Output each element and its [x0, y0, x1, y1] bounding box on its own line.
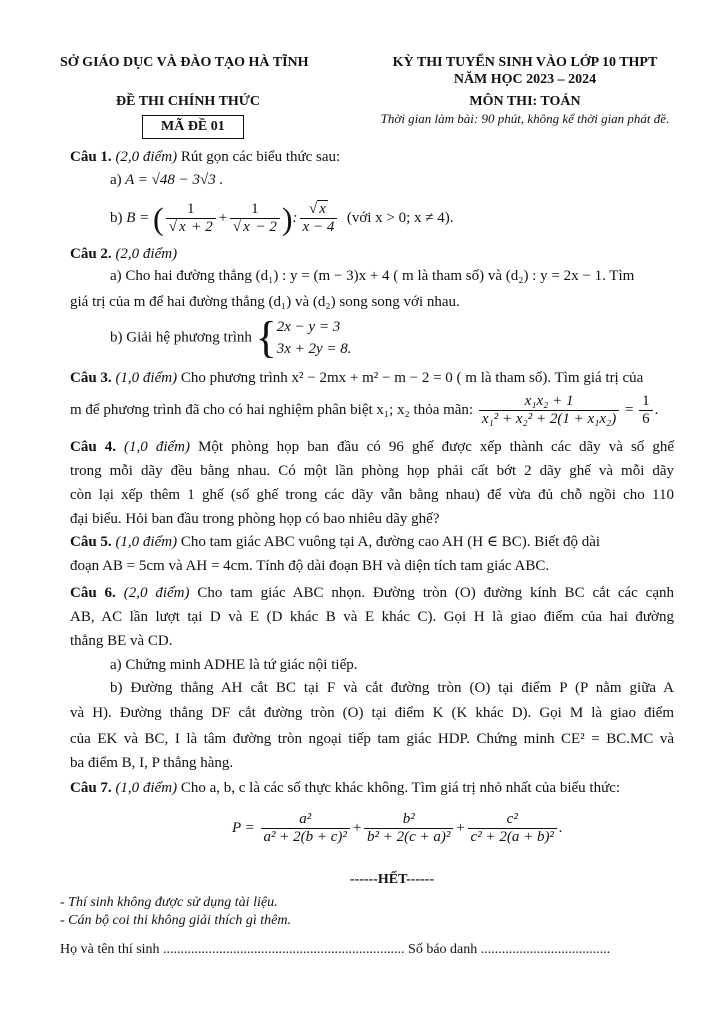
q6b-line3: của EK và BC, I là tâm đường tròn ngoại tiếp tam giác HDP. Chứng minh CE² = BC.MC và [70, 731, 674, 747]
note-2: - Cán bộ coi thi không giải thích gì thêm. [60, 913, 291, 928]
q2b: b) Giải hệ phương trình { 2x − y = 3 3x + 2y = 8. [110, 313, 352, 362]
note-1: - Thí sinh không được sử dụng tài liệu. [60, 895, 278, 910]
exam-code: MÃ ĐỀ 01 [142, 115, 244, 139]
q4-line2: trong mỗi dãy đều bằng nhau. Có một lần phòng họp phải cất bớt 2 dãy ghế và mỗi dãy [70, 463, 674, 479]
subject: MÔN THI: TOÁN [469, 94, 581, 109]
q2a-line2: giá trị của m để hai đường thẳng (d₁) và (d₂) song song với nhau. [70, 294, 460, 310]
q2a-line1: a) Cho hai đường thẳng (d₁) : y = (m − 3)x + 4 ( m là tham số) và (d₂) : y = 2x − 1. Tìm [110, 268, 635, 284]
q7-heading: Câu 7. (1,0 điểm) Cho a, b, c là các số thực khác không. Tìm giá trị nhỏ nhất của biểu thức: [70, 780, 621, 796]
q3-heading: Câu 3. (1,0 điểm) Cho phương trình x² − 2mx + m² − m − 2 = 0 ( m là tham số). Tìm giá trị của [70, 370, 644, 386]
exam-name: KỲ THI TUYỂN SINH VÀO LỚP 10 THPT [392, 55, 658, 70]
q5-line2: đoạn AB = 5cm và AH = 4cm. Tính độ dài đoạn BH và diện tích tam giác ABC. [70, 558, 550, 574]
official-label: ĐỀ THI CHÍNH THỨC [116, 94, 261, 109]
q3-condition: m để phương trình đã cho có hai nghiệm phân biệt x₁; x₂ thỏa mãn: $\frac{\text{x₁x₂ + 1}}{\text{x₁² + x₂² + 2(1 + x₁x₂)}}$ = $\frac{1}{6}$ . [70, 393, 659, 428]
q1-heading: Câu 1. (2,0 điểm) Rút gọn các biểu thức sau: [70, 149, 341, 165]
candidate-info: Họ và tên thí sinh ..................................................................... Số báo danh ..................................... [60, 942, 611, 957]
q6b-line2: và H). Đường thẳng DF cắt đường tròn (O) tại điểm K (K khác D). Gọi M là giao điểm [70, 705, 674, 721]
department: SỞ GIÁO DỤC VÀ ĐÀO TẠO HÀ TĨNH [60, 55, 309, 70]
school-year: NĂM HỌC 2023 – 2024 [453, 72, 597, 87]
q4-line4: đại biểu. Hỏi ban đầu trong phòng họp có bao nhiêu dãy ghế? [70, 511, 440, 527]
time-note: Thời gian làm bài: 90 phút, không kể thời gian phát đề. [380, 111, 670, 126]
q6-line3: thẳng BE và CD. [70, 633, 173, 649]
end-marker: ------HẾT------ [349, 872, 435, 887]
q6b-line4: ba điểm B, I, P thẳng hàng. [70, 755, 234, 771]
q6-line2: AB, AC lần lượt tại D và E (D khác B và E khác C). Gọi H là giao điểm của hai đường [70, 609, 674, 625]
q1b: b) B = ( $\frac{1}{√ x + 2}$ + $\frac{1}{√ x - 2}$ ): $\frac{√ x}{x - 4}$ (với x > 0; x ≠ 4). [110, 200, 454, 237]
q6-line1: Câu 6. (2,0 điểm) Cho tam giác ABC nhọn. Đường tròn (O) đường kính BC cắt các cạnh [70, 585, 674, 601]
q4-line3: còn lại xếp thêm 1 ghế (số ghế trong các dãy vẫn bằng nhau) để vừa đủ chỗ ngồi cho 110 [70, 487, 674, 503]
q1a: a) A = √48 − 3√3 . [110, 172, 224, 188]
q6b-line1: b) Đường thẳng AH cắt BC tại F và cắt đường tròn (O) tại điểm P (P nằm giữa A [110, 680, 674, 696]
q6a: a) Chứng minh ADHE là tứ giác nội tiếp. [110, 657, 358, 673]
q5-line1: Câu 5. (1,0 điểm) Cho tam giác ABC vuông tại A, đường cao AH (H ∈ BC). Biết độ dài [70, 534, 601, 550]
q2-heading: Câu 2. (2,0 điểm) [70, 246, 178, 262]
q7-expression: P = $\frac{\text{a²}}{\text{a² + 2(b + c)²}}$ + $\frac{\text{b²}}{\text{b² + 2(c + a)²}}$ + $\frac{\text{c²}}{\text{c² + 2(a + b)²}}$ . [232, 811, 563, 846]
q4-line1: Câu 4. (1,0 điểm) Một phòng họp ban đầu có 96 ghế được xếp thành các dãy và số ghế [70, 439, 674, 455]
